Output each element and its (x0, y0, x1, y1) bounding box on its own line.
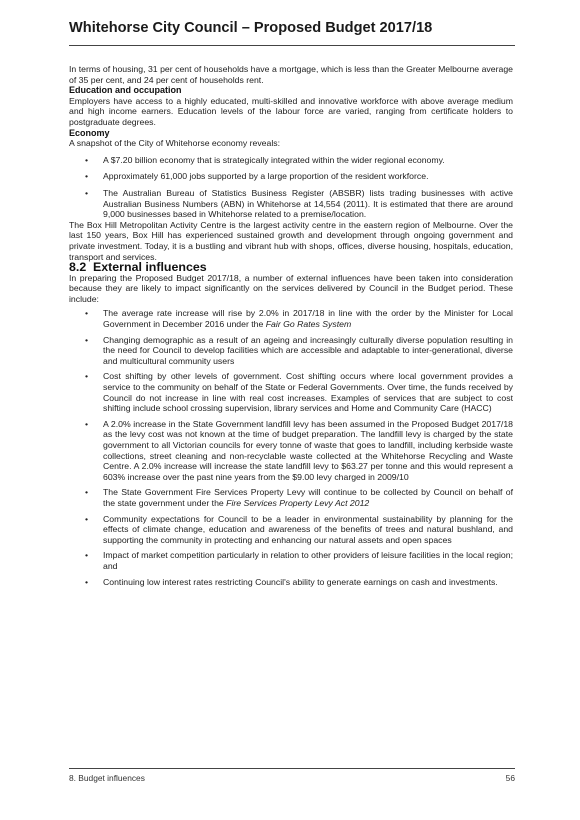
section-title: External influences (93, 260, 207, 275)
list-item: • Cost shifting by other levels of government. Cost shifting occurs where local government provides a service to the community on behalf of the State or Federal Governments. Over time, the funds received by Council do not increase in line with real cost increases. Examples of services that are subject to cost shifting include school crossing supervision, library services and Home and Community Care (HACC) (85, 371, 513, 414)
section-intro: In preparing the Proposed Budget 2017/18, a number of external influences have been taken into consideration because they are likely to impact significantly on the services delivered by Council in the Budget period. These include: (69, 272, 513, 304)
bullet-icon: • (85, 576, 89, 587)
list-item: • Continuing low interest rates restricting Council's ability to generate earnings on cash and investments. (85, 576, 498, 587)
bullet-icon: • (85, 550, 89, 561)
list-item: • A 2.0% increase in the State Government landfill levy has been assumed in the Proposed Budget 2017/18 as the levy cost was not known at the time of budget preparation. The landfill levy is charged by the state government to all Victorian councils for every tonne of waste that goes to landfill, including kerbside waste collections, street cleaning and non-recyclable waste collected at the Whitehorse Recycling and Waste Centre. A 2.0% increase will increase the state landfill levy to $63.27 per tonne and this would represent a 603% increase over the past nine years from the $9.00 levy charged in 2009/10 (85, 418, 513, 482)
page-footer (69, 768, 515, 783)
economy-heading: Economy (69, 127, 110, 138)
bullet-icon: • (85, 487, 89, 498)
page-header (69, 20, 515, 46)
housing-paragraph: In terms of housing, 31 per cent of households have a mortgage, which is less than the Greater Melbourne average of 35 per cent, and 24 per cent of households rent. (69, 64, 513, 85)
footer-rule (69, 768, 515, 769)
bullet-icon: • (85, 154, 89, 165)
bullet-icon: • (85, 187, 89, 198)
section-number: 8.2 (69, 260, 87, 275)
header-rule (69, 45, 515, 46)
list-item: • Community expectations for Council to be a leader in environmental sustainability by planning for the effects of climate change, education and awareness of the benefits of trees and natural bushland, and supporting the community in protecting and enhancing our natural assets and open spaces (85, 513, 513, 545)
bullet-icon: • (85, 513, 89, 524)
list-item: • Approximately 61,000 jobs supported by a large proportion of the resident workforce. (85, 171, 429, 182)
page-title: Whitehorse City Council – Proposed Budget 2017/18 (69, 20, 433, 36)
education-heading: Education and occupation (69, 85, 182, 96)
bullet-icon: • (85, 418, 89, 429)
bullet-icon: • (85, 371, 89, 382)
list-item: • The Australian Bureau of Statistics Business Register (ABSBR) lists trading businesses with active Australian Business Numbers (ABN) in Whitehorse at 14,554 (2011). It is estimated that there are around 9,000 businesses based in Whitehorse related to a premise/location. (85, 187, 513, 220)
education-paragraph: Employers have access to a highly educated, multi-skilled and innovative workforce with above average medium and high income earners. Education levels of the labour force are varied, ranging from certificate holders to postgraduate degrees. (69, 95, 513, 127)
section-heading (69, 262, 513, 273)
box-hill-paragraph: The Box Hill Metropolitan Activity Centre is the largest activity centre in the eastern region of Melbourne. Over the last 150 years, Box Hill has experienced sustained growth and development through ongoing government and private investment. Today, it is a bustling and vibrant hub with shops, offices, diverse housing, hospitals, education, transport and services. (69, 219, 513, 262)
list-item: • The average rate increase will rise by 2.0% in 2017/18 in line with the order by the Minister for Local Government in December 2016 under the Fair Go Rates System (85, 308, 513, 330)
list-item: • Impact of market competition particularly in relation to other providers of leisure facilities in the local region; and (85, 550, 513, 571)
footer-section-label: 8. Budget influences (69, 773, 145, 783)
list-item: • A $7.20 billion economy that is strategically integrated within the wider regional economy. (85, 154, 445, 165)
list-item: • The State Government Fire Services Property Levy will continue to be collected by Council on behalf of the state government under the Fire Services Property Levy Act 2012 (85, 487, 513, 508)
bullet-icon: • (85, 308, 89, 319)
page-number: 56 (505, 773, 515, 783)
bullet-icon: • (85, 171, 89, 182)
bullet-icon: • (85, 334, 89, 345)
list-item: • Changing demographic as a result of an ageing and increasingly culturally diverse population resulting in the need for Council to develop facilities which are accessible and adaptable to inter-generational, diverse and multicultural community users (85, 334, 513, 366)
external-influences-list (69, 308, 513, 587)
economy-intro: A snapshot of the City of Whitehorse economy reveals: (69, 138, 281, 149)
page-body (69, 64, 513, 587)
economy-list (69, 155, 513, 220)
